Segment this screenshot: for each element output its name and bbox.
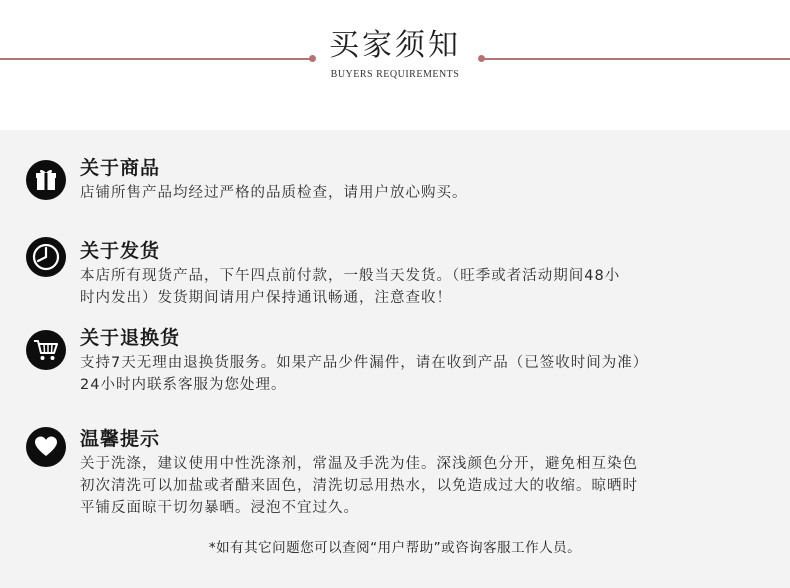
- section-text-line: 关于洗涤，建议使用中性洗涤剂，常温及手洗为佳。深浅颜色分开，避免相互染色: [80, 456, 638, 472]
- section-text: [80, 182, 770, 204]
- section-title: 关于发货: [80, 240, 161, 262]
- section-text-line: 支持7天无理由退换货服务。如果产品少件漏件，请在收到产品（已签收时间为准）: [80, 355, 649, 371]
- section-text: [80, 265, 770, 309]
- footer-note: *如有其它问题您可以查阅“用户帮助”或咨询客服工作人员。: [208, 540, 582, 556]
- gift-icon: [26, 160, 66, 200]
- section-title: 关于商品: [80, 157, 161, 179]
- section-text-line: 时内发出）发货期间请用户保持通讯畅通，注意查收！: [80, 290, 452, 306]
- section-text-line: 24小时内联系客服为您处理。: [80, 377, 287, 393]
- section-text-line: 平铺反面晾干切勿暴晒。浸泡不宜过久。: [80, 500, 359, 516]
- section-text: [80, 453, 770, 519]
- section-text-line: 店铺所售产品均经过严格的品质检查，请用户放心购买。: [80, 185, 468, 201]
- section-text-line: 本店所有现货产品，下午四点前付款，一般当天发货。（旺季或者活动期间48小: [80, 268, 621, 284]
- cart-icon: [26, 330, 66, 370]
- page-subtitle: BUYERS REQUIREMENTS: [330, 69, 460, 80]
- heart-icon: [26, 427, 66, 467]
- clock-icon: [26, 237, 66, 277]
- section-title: 关于退换货: [80, 327, 181, 349]
- section-title: 温馨提示: [80, 428, 161, 450]
- header: [0, 0, 790, 130]
- section-text-line: 初次清洗可以加盐或者醋来固色，清洗切忌用热水，以免造成过大的收缩。晾晒时: [80, 478, 638, 494]
- page-title: 买家须知: [329, 28, 461, 63]
- section-text: [80, 352, 770, 396]
